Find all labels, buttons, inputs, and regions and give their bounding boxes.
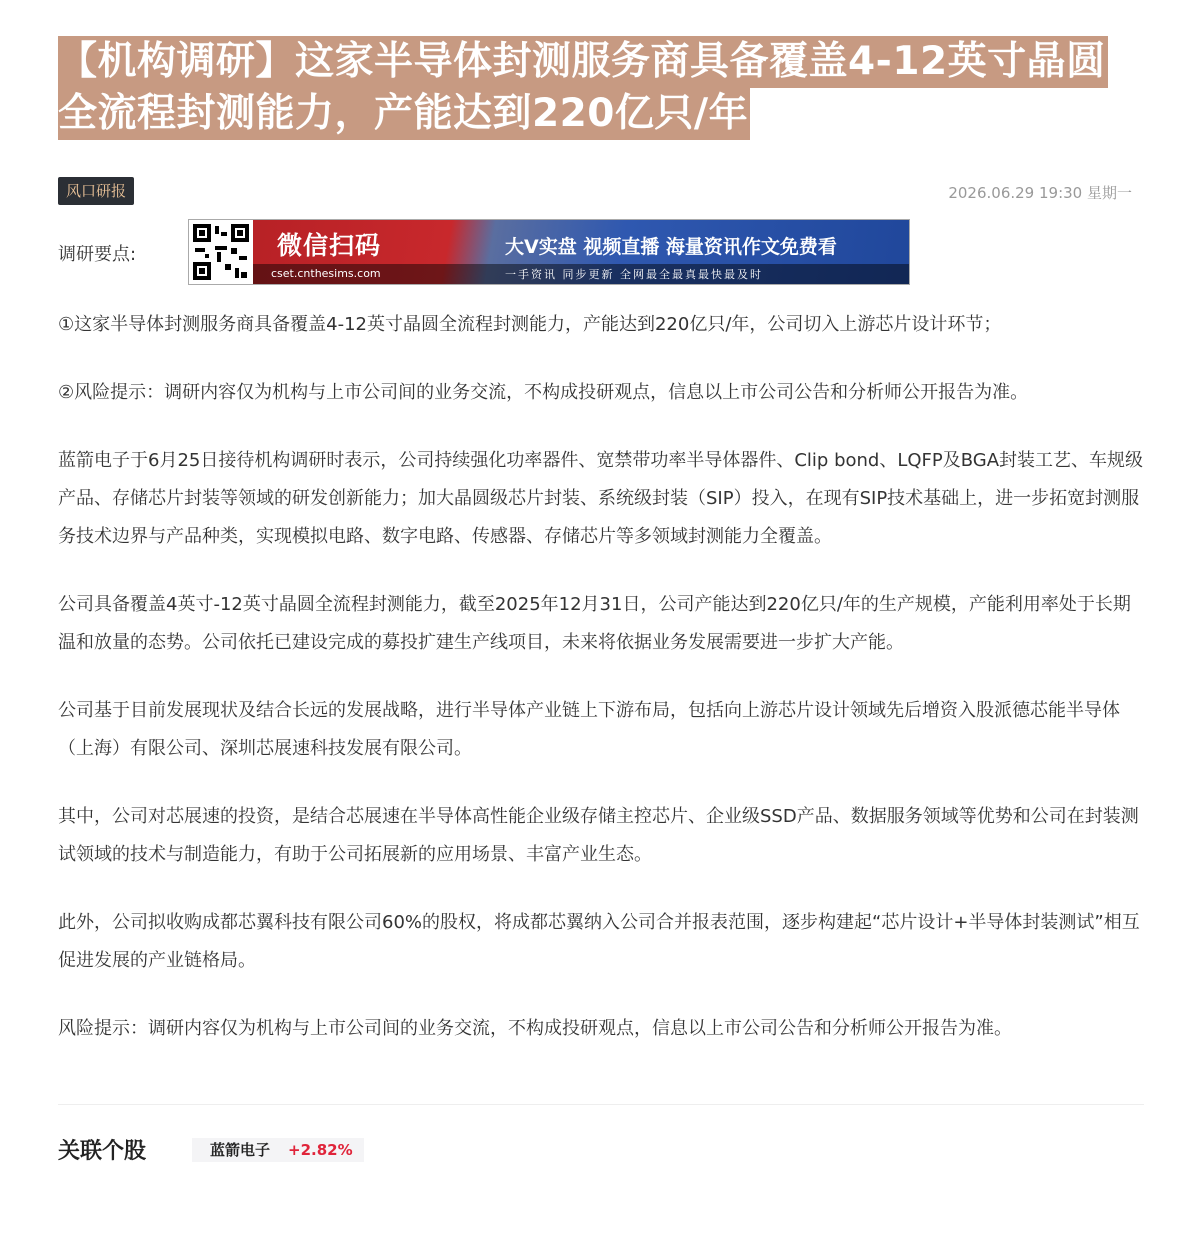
key-point-2: ②风险提示：调研内容仅为机构与上市公司间的业务交流，不构成投研观点，信息以上市公司公告和分析师公开报告为准。 xyxy=(58,382,1029,403)
related-stock-chip[interactable] xyxy=(192,1138,364,1162)
body-paragraph: 此外，公司拟收购成都芯翼科技有限公司60%的股权，将成都芯翼纳入公司合并报表范围，逐步构建起“芯片设计+半导体封装测试”相互促进发展的产业链格局。 xyxy=(58,912,1140,971)
body-paragraph: 其中，公司对芯展速的投资，是结合芯展速在半导体高性能企业级存储主控芯片、企业级SSD产品、数据服务领域等优势和公司在封装测试领域的技术与制造能力，有助于公司拓展新的应用场景、丰富产业生态。 xyxy=(58,806,1139,865)
banner-slogan: 大V实盘 视频直播 海量资讯作文免费看 xyxy=(505,236,837,258)
body-paragraph: 蓝箭电子于6月25日接待机构调研时表示，公司持续强化功率器件、宽禁带功率半导体器件、Clip bond、LQFP及BGA封装工艺、车规级产品、存储芯片封装等领域的研发创新能力；加大晶圆级芯片封装、系统级封装（SIP）投入，在现有SIP技术基础上，进一步拓宽封测服务技术边界与产品种类，实现模拟电路、数字电路、传感器、存储芯片等多领域封测能力全覆盖。 xyxy=(58,450,1144,547)
article-title xyxy=(58,36,1148,140)
title-line-1: 【机构调研】这家半导体封测服务商具备覆盖4-12英寸晶圆 xyxy=(58,36,1108,88)
key-points-label: 调研要点: xyxy=(58,244,137,265)
title-line-2: 全流程封测能力，产能达到220亿只/年 xyxy=(58,88,750,140)
stock-change: +2.82% xyxy=(288,1141,353,1159)
banner-main-text: 微信扫码 xyxy=(277,231,382,260)
section-divider xyxy=(58,1104,1144,1105)
qr-code-icon xyxy=(189,220,253,284)
category-tag[interactable]: 风口研报 xyxy=(58,177,134,205)
body-paragraph: 公司具备覆盖4英寸-12英寸晶圆全流程封测能力，截至2025年12月31日，公司产能达到220亿只/年的生产规模，产能利用率处于长期温和放量的态势。公司依托已建设完成的募投扩建生产线项目，未来将依据业务发展需要进一步扩大产能。 xyxy=(58,594,1131,653)
article-body xyxy=(58,300,1148,1048)
key-point-1: ①这家半导体封测服务商具备覆盖4-12英寸晶圆全流程封测能力，产能达到220亿只/年，公司切入上游芯片设计环节； xyxy=(58,314,1002,335)
related-stocks-heading: 关联个股 xyxy=(58,1139,147,1164)
publish-date: 2026.06.29 19:30 星期一 xyxy=(948,184,1132,202)
wechat-promo-banner[interactable] xyxy=(188,219,910,285)
stock-name: 蓝箭电子 xyxy=(210,1141,271,1159)
risk-disclaimer: 风险提示：调研内容仅为机构与上市公司间的业务交流，不构成投研观点，信息以上市公司公告和分析师公开报告为准。 xyxy=(58,1018,1012,1039)
banner-url: cset.cnthesims.com xyxy=(271,267,381,280)
banner-subtext: 一手资讯 同步更新 全网最全最真最快最及时 xyxy=(505,268,763,281)
body-paragraph: 公司基于目前发展现状及结合长远的发展战略，进行半导体产业链上下游布局，包括向上游芯片设计领域先后增资入股派德芯能半导体（上海）有限公司、深圳芯展速科技发展有限公司。 xyxy=(58,700,1120,759)
